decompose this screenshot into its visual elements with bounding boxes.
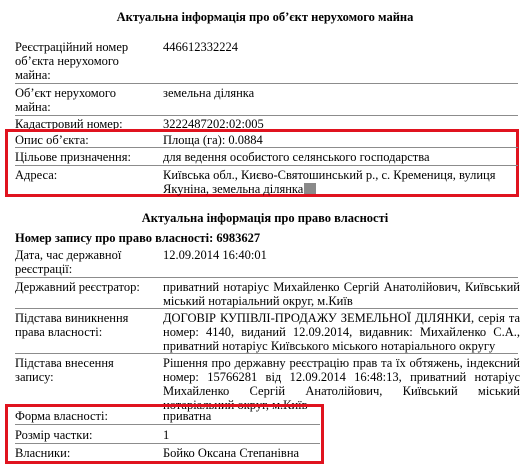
separator [15,147,518,148]
separator [15,165,518,166]
separator [15,424,320,425]
purpose-value: для ведення особистого селянського господарства [163,150,430,164]
address-label: Адреса: [15,168,58,182]
registrar-value: приватний нотаріус Михайленко Сергій Анатолійович, Київський міський нотаріальний округ, м.Київ [163,280,520,308]
redaction-block [304,183,316,194]
entry-basis-value: Рішення про державну реєстрацію прав та їх обтяжень, індексний номер: 15766281 від 12.09.2014 16:48:13, приватний нотаріус Михайленко Сергій Анатолійович, Київський міський нотаріальний округ, м.Київ [163,356,520,412]
purpose-label: Цільове призначення: [15,150,131,164]
separator [15,308,518,309]
separator [15,353,518,354]
separator [15,83,518,84]
ownership-form-value: приватна [163,409,212,423]
separator [15,277,518,278]
separator [15,115,518,116]
description-label: Опис об’єкта: [15,133,89,147]
owners-label: Власники: [15,446,71,460]
share-size-value: 1 [163,428,170,442]
description-value: Площа (га): 0.0884 [163,133,263,147]
registration-date-value: 12.09.2014 16:40:01 [163,248,267,262]
separator [15,443,320,444]
object-type-value: земельна ділянка [163,86,255,100]
ownership-form-label: Форма власності: [15,409,108,423]
cadastral-number-label: Кадастровий номер: [15,117,123,131]
owners-value: Бойко Оксана Степанівна [163,446,300,460]
entry-basis-label: Підстава внесення запису: [15,356,114,384]
ownership-basis-label: Підстава виникнення права власності: [15,311,129,339]
object-type-label: Об’єкт нерухомого майна: [15,86,116,114]
registration-number-label: Реєстраційний номер об’єкта нерухомого майна: [15,40,129,82]
registration-number-value: 446612332224 [163,40,238,54]
cadastral-number-value: 3222487202:02:005 [163,117,264,131]
record-number: Номер запису про право власності: 6983627 [15,231,261,245]
address-value: Київська обл., Києво-Святошинський р., с. Кремениця, вулиця Якуніна, земельна ділянка [163,168,496,196]
ownership-basis-value: ДОГОВІР КУПІВЛІ-ПРОДАЖУ ЗЕМЕЛЬНОЇ ДІЛЯНКИ, серія та номер: 4140, виданий 12.09.2014, видавник: Михайленко С.А., приватний нотаріус Київського міського нотаріального округу [163,311,520,353]
registration-date-label: Дата, час державної реєстрації: [15,248,122,276]
ownership-section-title: Актуальна інформація про право власності [141,211,389,225]
address-value-wrap [163,168,515,196]
object-section-title: Актуальна інформація про об’єкт нерухомого майна [116,10,414,24]
registrar-label: Державний реєстратор: [15,280,140,294]
share-size-label: Розмір частки: [15,428,93,442]
